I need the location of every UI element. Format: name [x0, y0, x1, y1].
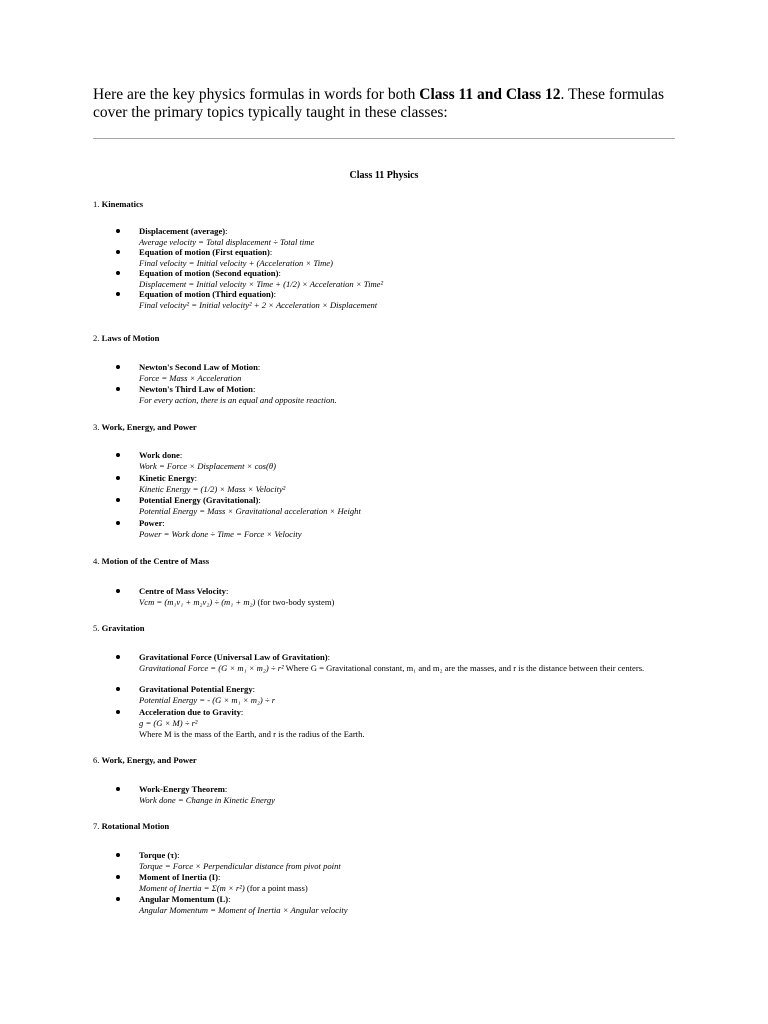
- section-title-text: Motion of the Centre of Mass: [99, 556, 210, 566]
- intro-text-post: . These formulas cover the primary topics typically taught in these classes:: [93, 86, 664, 121]
- section-number: 2.: [93, 333, 100, 343]
- bullet-icon: [116, 710, 120, 714]
- term: Work done:: [139, 450, 183, 460]
- term: Work-Energy Theorem:: [139, 784, 228, 794]
- formula-note: Where M is the mass of the Earth, and r is the radius of the Earth.: [139, 729, 365, 739]
- section-title-kinematics: [93, 199, 143, 209]
- intro-text-pre: Here are the key physics formulas in words for both: [93, 86, 420, 103]
- bullet-icon: [116, 292, 120, 296]
- formula: [139, 883, 308, 893]
- bullet-icon: [116, 853, 120, 857]
- formula: [139, 529, 302, 539]
- formula-text: For every action, there is an equal and opposite reaction.: [139, 395, 337, 405]
- term: Equation of motion (Third equation):: [139, 289, 277, 299]
- formula: [139, 695, 275, 705]
- section-title-text: Kinematics: [99, 199, 144, 209]
- term-text: Centre of Mass Velocity: [139, 586, 226, 596]
- bullet-icon: [116, 655, 120, 659]
- bullet-icon: [116, 229, 120, 233]
- term-text: Equation of motion (Third equation): [139, 289, 274, 299]
- formula-text: Potential Energy = - (G × m₁ × m₂) ÷ r: [139, 695, 276, 705]
- bullet-icon: [116, 476, 120, 480]
- formula-text: Average velocity = Total displacement ÷ Total time: [139, 237, 315, 247]
- term: Equation of motion (Second equation):: [139, 268, 281, 278]
- term: Potential Energy (Gravitational):: [139, 495, 261, 505]
- class-title: Class 11 Physics: [349, 170, 419, 181]
- term-text: Newton's Second Law of Motion: [139, 362, 258, 372]
- term: Newton's Third Law of Motion:: [139, 384, 256, 394]
- term: Centre of Mass Velocity:: [139, 586, 229, 596]
- term: Acceleration due to Gravity:: [139, 707, 244, 717]
- term-text: Equation of motion (First equation): [139, 247, 270, 257]
- term: Torque (τ):: [139, 850, 180, 860]
- formula: [139, 300, 377, 310]
- section-number: 1.: [93, 199, 100, 209]
- term-text: Torque (τ): [139, 850, 178, 860]
- formula: [139, 861, 341, 871]
- formula-text: g = (G × M) ÷ r²: [139, 718, 198, 728]
- bullet-icon: [116, 521, 120, 525]
- term-text: Angular Momentum (L): [139, 894, 229, 904]
- term-text: Gravitational Potential Energy: [139, 684, 253, 694]
- term-text: Moment of Inertia (I): [139, 872, 218, 882]
- formula: [139, 597, 334, 607]
- formula-text: Final velocity = Initial velocity + (Acceleration × Time): [139, 258, 333, 268]
- formula-text: Force = Mass × Acceleration: [139, 373, 242, 383]
- term-text: Work-Energy Theorem: [139, 784, 225, 794]
- term: Equation of motion (First equation):: [139, 247, 273, 257]
- intro-text-bold: Class 11 and Class 12: [419, 86, 561, 103]
- section-title-work-energy-power-2: [93, 755, 197, 765]
- section-title-text: Gravitation: [99, 623, 145, 633]
- formula: [139, 663, 654, 673]
- term-text: Equation of motion (Second equation): [139, 268, 279, 278]
- bullet-icon: [116, 271, 120, 275]
- formula: [139, 795, 275, 805]
- bullet-icon: [116, 787, 120, 791]
- term-text: Acceleration due to Gravity: [139, 707, 241, 717]
- section-title-text: Work, Energy, and Power: [99, 422, 197, 432]
- term: Power:: [139, 518, 165, 528]
- term-text: Kinetic Energy: [139, 473, 195, 483]
- formula: [139, 237, 314, 247]
- term-text: Power: [139, 518, 163, 528]
- bullet-icon: [116, 589, 120, 593]
- formula: [139, 395, 337, 405]
- term-text: Newton's Third Law of Motion: [139, 384, 253, 394]
- formula: [139, 506, 361, 516]
- term: Gravitational Potential Energy:: [139, 684, 256, 694]
- intro-paragraph: [93, 86, 683, 121]
- formula: [139, 373, 241, 383]
- section-title-text: Laws of Motion: [99, 333, 160, 343]
- bullet-icon: [116, 387, 120, 391]
- formula: [139, 258, 333, 268]
- formula-text: Moment of Inertia = Σ(m × r²): [139, 883, 245, 893]
- section-number: 5.: [93, 623, 100, 633]
- term: Angular Momentum (L):: [139, 894, 231, 904]
- term: Gravitational Force (Universal Law of Gravitation):: [139, 652, 331, 662]
- formula: [139, 484, 285, 494]
- section-number: 7.: [93, 821, 100, 831]
- term: Newton's Second Law of Motion:: [139, 362, 261, 372]
- formula-text: Power = Work done ÷ Time = Force × Velocity: [139, 529, 302, 539]
- formula: [139, 461, 276, 471]
- term-text: Work done: [139, 450, 180, 460]
- section-number: 4.: [93, 556, 100, 566]
- formula-text: Kinetic Energy = (1/2) × Mass × Velocity²: [139, 484, 286, 494]
- term-text: Gravitational Force (Universal Law of Gravitation): [139, 652, 328, 662]
- formula-text: Angular Momentum = Moment of Inertia × Angular velocity: [139, 905, 348, 915]
- section-title-text: Rotational Motion: [99, 821, 170, 831]
- formula: [139, 905, 348, 915]
- section-title-gravitation: [93, 623, 145, 633]
- formula: [139, 279, 383, 289]
- bullet-icon: [116, 250, 120, 254]
- bullet-icon: [116, 897, 120, 901]
- bullet-icon: [116, 875, 120, 879]
- formula-text: Gravitational Force = (G × m₁ × m₂) ÷ r²: [139, 663, 284, 673]
- formula-text: Torque = Force × Perpendicular distance from pivot point: [139, 861, 341, 871]
- term: Displacement (average):: [139, 226, 228, 236]
- term-text: Displacement (average): [139, 226, 226, 236]
- horizontal-rule: [93, 138, 675, 139]
- bullet-icon: [116, 498, 120, 502]
- bullet-icon: [116, 453, 120, 457]
- formula-text: Work done = Change in Kinetic Energy: [139, 795, 275, 805]
- formula-text: Potential Energy = Mass × Gravitational acceleration × Height: [139, 506, 361, 516]
- formula-note: Where G = Gravitational constant, m₁ and m₂ are the masses, and r is the distance between their centers.: [283, 663, 645, 673]
- formula: [139, 718, 198, 728]
- section-title-centre-of-mass: [93, 556, 209, 566]
- term: Kinetic Energy:: [139, 473, 198, 483]
- term: Moment of Inertia (I):: [139, 872, 221, 882]
- formula-text: Final velocity² = Initial velocity² + 2 × Acceleration × Displacement: [139, 300, 378, 310]
- section-title-laws-of-motion: [93, 333, 159, 343]
- section-title-rotational-motion: [93, 821, 169, 831]
- section-number: 6.: [93, 755, 100, 765]
- section-title-text: Work, Energy, and Power: [99, 755, 197, 765]
- section-title-work-energy-power: [93, 422, 197, 432]
- formula-note: (for a point mass): [244, 883, 308, 893]
- section-number: 3.: [93, 422, 100, 432]
- formula-text: Vcm = (m₁v₁ + m₂v₂) ÷ (m₁ + m₂): [139, 597, 256, 607]
- term-text: Potential Energy (Gravitational): [139, 495, 259, 505]
- formula-note: (for two-body system): [255, 597, 335, 607]
- bullet-icon: [116, 687, 120, 691]
- bullet-icon: [116, 365, 120, 369]
- formula-text: Displacement = Initial velocity × Time + (1/2) × Acceleration × Time²: [139, 279, 384, 289]
- formula-text: Work = Force × Displacement × cos(θ): [139, 461, 276, 471]
